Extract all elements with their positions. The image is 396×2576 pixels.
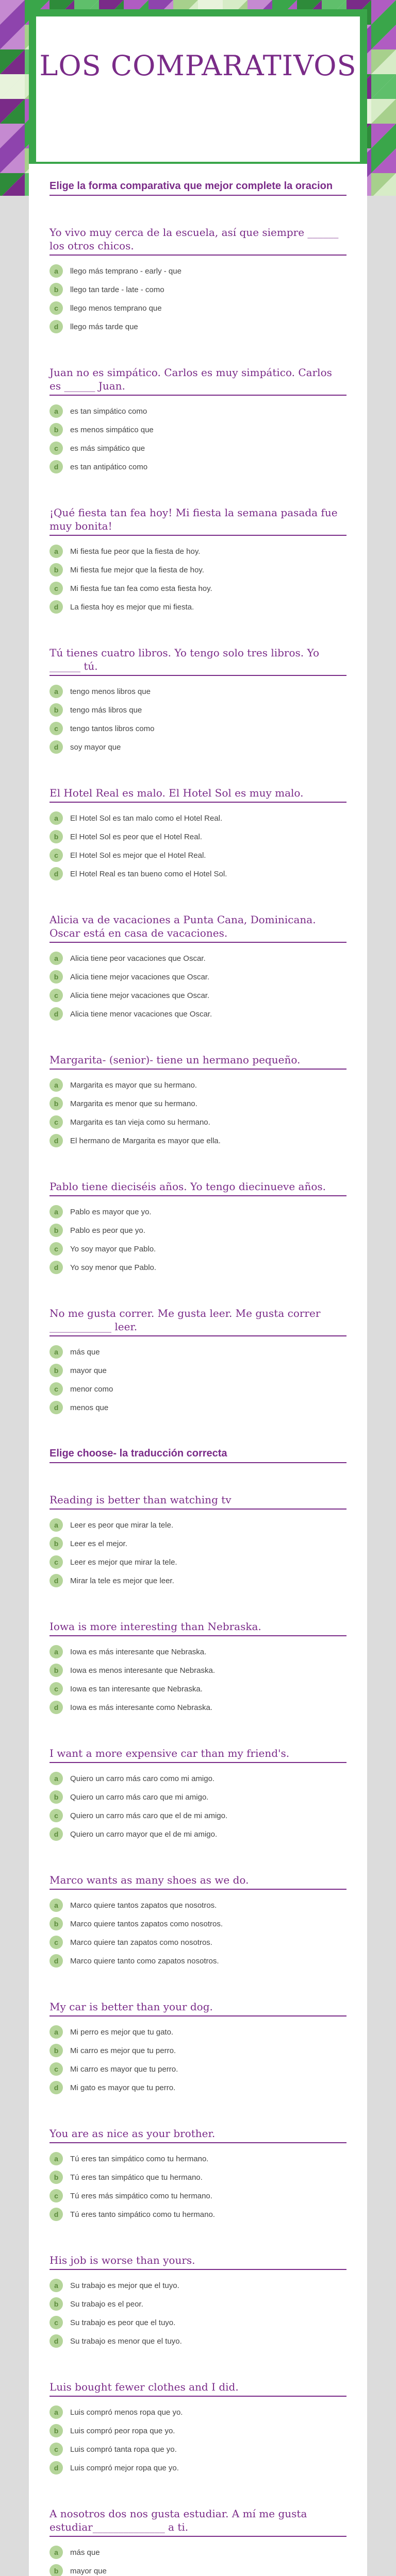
option-letter-badge: a — [50, 2279, 63, 2292]
option-letter-badge: c — [50, 2062, 63, 2076]
option-letter-badge: b — [50, 2297, 63, 2311]
option-letter-badge: b — [50, 1097, 63, 1110]
answer-option-c[interactable] — [50, 719, 346, 738]
answer-option-a[interactable] — [50, 809, 346, 827]
answer-option-a[interactable] — [50, 1076, 346, 1094]
question-block — [50, 1493, 346, 1590]
option-letter-badge: c — [50, 1809, 63, 1822]
option-label: Mi carro es mejor que tu perro. — [70, 2046, 176, 2055]
option-letter-badge: a — [50, 1518, 63, 1532]
option-label: Quiero un carro más caro que mi amigo. — [70, 1792, 209, 1802]
option-label: Pablo es peor que yo. — [70, 1226, 145, 1235]
answer-option-a[interactable] — [50, 1343, 346, 1361]
question-text: Tú tienes cuatro libros. Yo tengo solo tres libros. Yo ______ tú. — [50, 646, 346, 676]
answer-option-b[interactable] — [50, 1534, 346, 1553]
options-list — [50, 1896, 346, 1970]
option-label: llego tan tarde - late - como — [70, 285, 164, 294]
option-label: Su trabajo es el peor. — [70, 2299, 143, 2309]
answer-option-b[interactable] — [50, 420, 346, 439]
option-label: es menos simpático que — [70, 425, 154, 434]
options-list — [50, 682, 346, 756]
option-letter-badge: d — [50, 600, 63, 614]
answer-option-c[interactable] — [50, 1933, 346, 1952]
question-text: My car is better than your dog. — [50, 2000, 346, 2016]
answer-option-d[interactable] — [50, 598, 346, 616]
option-label: Quiero un carro más caro como mi amigo. — [70, 1774, 215, 1783]
option-letter-badge: a — [50, 545, 63, 558]
option-label: Margarita es mayor que su hermano. — [70, 1080, 197, 1090]
options-list — [50, 1516, 346, 1590]
option-letter-badge: b — [50, 1224, 63, 1237]
option-letter-badge: b — [50, 2564, 63, 2576]
answer-option-c[interactable] — [50, 439, 346, 457]
question-text: Reading is better than watching tv — [50, 1493, 346, 1510]
answer-option-d[interactable] — [50, 1005, 346, 1023]
option-label: Mi fiesta fue mejor que la fiesta de hoy. — [70, 565, 204, 574]
option-letter-badge: d — [50, 1401, 63, 1414]
options-list — [50, 542, 346, 616]
options-list — [50, 1769, 346, 1843]
option-label: Leer es peor que mirar la tele. — [70, 1520, 174, 1530]
option-letter-badge: d — [50, 2461, 63, 2475]
answer-option-d[interactable] — [50, 1825, 346, 1843]
option-label: Mi fiesta fue peor que la fiesta de hoy. — [70, 547, 201, 556]
answer-option-a[interactable] — [50, 402, 346, 420]
question-block — [50, 913, 346, 1023]
option-letter-badge: b — [50, 1664, 63, 1677]
option-label: Marco quiere tan zapatos como nosotros. — [70, 1938, 212, 1947]
question-text: Juan no es simpático. Carlos es muy simpático. Carlos es ______ Juan. — [50, 366, 346, 396]
answer-option-a[interactable] — [50, 682, 346, 701]
question-block — [50, 506, 346, 616]
answer-option-c[interactable] — [50, 2060, 346, 2078]
option-label: tengo tantos libros como — [70, 724, 155, 733]
option-label: Iowa es más interesante como Nebraska. — [70, 1703, 212, 1712]
options-list — [50, 949, 346, 1023]
option-letter-badge: a — [50, 1899, 63, 1912]
option-letter-badge: a — [50, 1205, 63, 1218]
option-letter-badge: a — [50, 811, 63, 825]
option-label: Luis compró tanta ropa que yo. — [70, 2445, 177, 2454]
question-text: Yo vivo muy cerca de la escuela, así que siempre ______ los otros chicos. — [50, 226, 346, 256]
option-label: más que — [70, 2548, 100, 2557]
answer-option-b[interactable] — [50, 2168, 346, 2187]
option-letter-badge: c — [50, 2316, 63, 2329]
option-letter-badge: c — [50, 722, 63, 735]
option-letter-badge: b — [50, 703, 63, 717]
answer-option-a[interactable] — [50, 2276, 346, 2295]
option-label: soy mayor que — [70, 742, 121, 752]
question-block — [50, 2127, 346, 2224]
answer-option-d[interactable] — [50, 2205, 346, 2224]
section-heading-text: Elige la forma comparativa que mejor complete la oracion — [50, 179, 346, 196]
option-label: Alicia tiene mejor vacaciones que Oscar. — [70, 991, 210, 1000]
option-letter-badge: c — [50, 1682, 63, 1696]
question-text: I want a more expensive car than my friend's. — [50, 1747, 346, 1763]
option-letter-badge: b — [50, 2171, 63, 2184]
option-label: tengo más libros que — [70, 705, 142, 715]
option-label: Iowa es tan interesante que Nebraska. — [70, 1684, 203, 1693]
answer-option-c[interactable] — [50, 2187, 346, 2205]
option-letter-badge: d — [50, 1827, 63, 1841]
question-text: Margarita- (senior)- tiene un hermano pequeño. — [50, 1053, 346, 1070]
option-letter-badge: b — [50, 283, 63, 296]
option-letter-badge: c — [50, 1555, 63, 1569]
answer-option-c[interactable] — [50, 1113, 346, 1131]
answer-option-b[interactable] — [50, 2421, 346, 2440]
option-letter-badge: b — [50, 970, 63, 984]
answer-option-a[interactable] — [50, 2149, 346, 2168]
option-label: La fiesta hoy es mejor que mi fiesta. — [70, 602, 194, 612]
option-letter-badge: c — [50, 2443, 63, 2456]
answer-option-b[interactable] — [50, 1221, 346, 1240]
answer-option-a[interactable] — [50, 949, 346, 968]
answer-option-a[interactable] — [50, 2543, 346, 2562]
answer-option-a[interactable] — [50, 2023, 346, 2041]
option-letter-badge: d — [50, 1134, 63, 1147]
option-label: mayor que — [70, 2566, 107, 2575]
options-list — [50, 2276, 346, 2350]
option-label: Mi carro es mayor que tu perro. — [70, 2064, 178, 2074]
question-text: El Hotel Real es malo. El Hotel Sol es muy malo. — [50, 786, 346, 803]
option-letter-badge: d — [50, 2334, 63, 2348]
question-block — [50, 2000, 346, 2097]
option-label: El Hotel Sol es tan malo como el Hotel Real. — [70, 814, 223, 823]
option-letter-badge: b — [50, 1364, 63, 1377]
options-list — [50, 2403, 346, 2477]
option-label: Yo soy menor que Pablo. — [70, 1263, 157, 1272]
question-block — [50, 1873, 346, 1970]
option-label: Luis compró peor ropa que yo. — [70, 2426, 175, 2435]
question-block — [50, 2253, 346, 2350]
option-label: Su trabajo es menor que el tuyo. — [70, 2336, 182, 2346]
options-list — [50, 2149, 346, 2224]
question-text: Luis bought fewer clothes and I did. — [50, 2380, 346, 2397]
question-block — [50, 2380, 346, 2477]
answer-option-b[interactable] — [50, 1788, 346, 1806]
option-letter-badge: d — [50, 1007, 63, 1021]
option-label: El hermano de Margarita es mayor que ella. — [70, 1136, 221, 1145]
option-letter-badge: c — [50, 1115, 63, 1129]
answer-option-a[interactable] — [50, 1769, 346, 1788]
option-label: es tan simpático como — [70, 406, 147, 416]
answer-option-d[interactable] — [50, 1571, 346, 1590]
option-letter-badge: b — [50, 830, 63, 843]
answer-option-d[interactable] — [50, 2459, 346, 2477]
option-letter-badge: a — [50, 1345, 63, 1359]
option-label: menos que — [70, 1403, 109, 1412]
answer-option-a[interactable] — [50, 1642, 346, 1661]
option-letter-badge: c — [50, 442, 63, 455]
answer-option-a[interactable] — [50, 262, 346, 280]
option-letter-badge: c — [50, 1936, 63, 1949]
option-letter-badge: c — [50, 582, 63, 595]
option-letter-badge: d — [50, 1574, 63, 1587]
option-label: Marco quiere tanto como zapatos nosotros. — [70, 1956, 219, 1965]
answer-option-d[interactable] — [50, 738, 346, 756]
option-letter-badge: d — [50, 867, 63, 880]
answer-option-c[interactable] — [50, 1680, 346, 1698]
question-block — [50, 366, 346, 476]
option-letter-badge: d — [50, 1261, 63, 1274]
question-block — [50, 646, 346, 756]
question-block — [50, 1307, 346, 1417]
answer-option-b[interactable] — [50, 280, 346, 299]
answer-option-d[interactable] — [50, 2332, 346, 2350]
answer-option-b[interactable] — [50, 1661, 346, 1680]
option-label: Tú eres tanto simpático como tu hermano. — [70, 2210, 215, 2219]
option-label: Alicia tiene menor vacaciones que Oscar. — [70, 1009, 212, 1019]
answer-option-c[interactable] — [50, 1806, 346, 1825]
option-label: Quiero un carro más caro que el de mi amigo. — [70, 1811, 228, 1820]
option-label: Quiero un carro mayor que el de mi amigo. — [70, 1829, 218, 1839]
option-label: tengo menos libros que — [70, 687, 151, 696]
section-heading — [50, 1447, 346, 1463]
answer-option-b[interactable] — [50, 968, 346, 986]
option-label: Marco quiere tantos zapatos que nosotros. — [70, 1901, 217, 1910]
option-letter-badge: a — [50, 1645, 63, 1658]
answer-option-a[interactable] — [50, 1516, 346, 1534]
option-label: Margarita es tan vieja como su hermano. — [70, 1117, 210, 1127]
option-label: Marco quiere tantos zapatos como nosotros. — [70, 1919, 223, 1928]
quiz-content — [29, 164, 367, 2576]
answer-option-a[interactable] — [50, 1896, 346, 1914]
option-letter-badge: a — [50, 1078, 63, 1092]
option-letter-badge: d — [50, 1701, 63, 1714]
option-label: El Hotel Sol es peor que el Hotel Real. — [70, 832, 202, 841]
option-label: Leer es el mejor. — [70, 1539, 127, 1548]
option-letter-badge: d — [50, 460, 63, 473]
option-label: Iowa es más interesante que Nebraska. — [70, 1647, 207, 1656]
option-label: Luis compró menos ropa que yo. — [70, 2408, 183, 2417]
answer-option-b[interactable] — [50, 2562, 346, 2576]
answer-option-d[interactable] — [50, 457, 346, 476]
answer-option-a[interactable] — [50, 1202, 346, 1221]
answer-option-c[interactable] — [50, 2313, 346, 2332]
answer-option-b[interactable] — [50, 701, 346, 719]
option-letter-badge: c — [50, 1382, 63, 1396]
answer-option-d[interactable] — [50, 865, 346, 883]
option-letter-badge: c — [50, 2189, 63, 2202]
option-label: mayor que — [70, 1366, 107, 1375]
options-list — [50, 1076, 346, 1150]
option-letter-badge: a — [50, 2405, 63, 2419]
answer-option-d[interactable] — [50, 2078, 346, 2097]
option-letter-badge: b — [50, 1790, 63, 1804]
options-list — [50, 1202, 346, 1277]
answer-option-b[interactable] — [50, 1914, 346, 1933]
option-letter-badge: a — [50, 264, 63, 278]
answer-option-d[interactable] — [50, 1398, 346, 1417]
answer-option-d[interactable] — [50, 317, 346, 336]
answer-option-b[interactable] — [50, 2041, 346, 2060]
question-block — [50, 226, 346, 336]
option-letter-badge: a — [50, 952, 63, 965]
question-text: Alicia va de vacaciones a Punta Cana, Dominicana. Oscar está en casa de vacaciones. — [50, 913, 346, 943]
option-label: Mi gato es mayor que tu perro. — [70, 2083, 176, 2092]
question-text: You are as nice as your brother. — [50, 2127, 346, 2143]
answer-option-d[interactable] — [50, 1131, 346, 1150]
answer-option-d[interactable] — [50, 1258, 346, 1277]
option-label: Pablo es mayor que yo. — [70, 1207, 152, 1216]
option-label: El Hotel Real es tan bueno como el Hotel Sol. — [70, 869, 227, 878]
section-heading-text: Elige choose- la traducción correcta — [50, 1447, 346, 1463]
options-list — [50, 2543, 346, 2576]
answer-option-b[interactable] — [50, 2295, 346, 2313]
question-text: His job is worse than yours. — [50, 2253, 346, 2270]
option-label: menor como — [70, 1384, 113, 1394]
section-heading — [50, 179, 346, 196]
answer-option-a[interactable] — [50, 542, 346, 561]
option-label: Yo soy mayor que Pablo. — [70, 1244, 156, 1253]
option-label: es tan antipático como — [70, 462, 148, 471]
option-label: Alicia tiene mejor vacaciones que Oscar. — [70, 972, 210, 981]
question-text: Pablo tiene dieciséis años. Yo tengo diecinueve años. — [50, 1180, 346, 1196]
answer-option-b[interactable] — [50, 1094, 346, 1113]
option-letter-badge: a — [50, 2546, 63, 2559]
option-label: es más simpático que — [70, 444, 145, 453]
question-text: Marco wants as many shoes as we do. — [50, 1873, 346, 1890]
question-block — [50, 1180, 346, 1277]
option-letter-badge: b — [50, 563, 63, 577]
option-letter-badge: c — [50, 989, 63, 1002]
option-letter-badge: c — [50, 1242, 63, 1256]
option-letter-badge: d — [50, 2208, 63, 2221]
question-text: A nosotros dos nos gusta estudiar. A mí me gusta estudiar______________ a ti. — [50, 2507, 346, 2537]
option-label: Leer es mejor que mirar la tele. — [70, 1557, 177, 1567]
question-block — [50, 786, 346, 883]
option-label: El Hotel Sol es mejor que el Hotel Real. — [70, 851, 206, 860]
option-letter-badge: a — [50, 2152, 63, 2165]
question-block — [50, 1747, 346, 1843]
option-letter-badge: d — [50, 2081, 63, 2094]
option-letter-badge: b — [50, 1537, 63, 1550]
option-label: Tú eres tan simpático como tu hermano. — [70, 2154, 209, 2163]
option-letter-badge: a — [50, 1772, 63, 1785]
answer-option-d[interactable] — [50, 1698, 346, 1717]
option-label: llego más temprano - early - que — [70, 266, 182, 276]
options-list — [50, 809, 346, 883]
option-label: Luis compró mejor ropa que yo. — [70, 2463, 179, 2472]
answer-option-c[interactable] — [50, 1240, 346, 1258]
answer-option-b[interactable] — [50, 827, 346, 846]
answer-option-c[interactable] — [50, 1380, 346, 1398]
answer-option-c[interactable] — [50, 299, 346, 317]
option-label: Iowa es menos interesante que Nebraska. — [70, 1666, 215, 1675]
answer-option-c[interactable] — [50, 2440, 346, 2459]
options-list — [50, 402, 346, 476]
options-list — [50, 1343, 346, 1417]
header-card — [29, 9, 367, 169]
option-letter-badge: d — [50, 320, 63, 333]
question-text: Iowa is more interesting than Nebraska. — [50, 1620, 346, 1636]
option-letter-badge: d — [50, 740, 63, 754]
page-title: LOS COMPARATIVOS — [39, 49, 357, 82]
option-letter-badge: c — [50, 301, 63, 315]
answer-option-c[interactable] — [50, 579, 346, 598]
option-label: Tú eres tan simpático que tu hermano. — [70, 2173, 203, 2182]
option-letter-badge: b — [50, 2044, 63, 2057]
option-label: más que — [70, 1347, 100, 1357]
options-list — [50, 2023, 346, 2097]
option-label: llego menos temprano que — [70, 303, 162, 313]
question-block — [50, 2507, 346, 2576]
option-label: llego más tarde que — [70, 322, 138, 331]
answer-option-b[interactable] — [50, 1361, 346, 1380]
question-text: No me gusta correr. Me gusta leer. Me gusta correr ____________ leer. — [50, 1307, 346, 1336]
option-letter-badge: a — [50, 2025, 63, 2039]
option-letter-badge: d — [50, 1954, 63, 1968]
answer-option-c[interactable] — [50, 1553, 346, 1571]
option-letter-badge: b — [50, 423, 63, 436]
option-label: Margarita es menor que su hermano. — [70, 1099, 197, 1108]
option-letter-badge: b — [50, 1917, 63, 1930]
option-letter-badge: a — [50, 685, 63, 698]
option-label: Su trabajo es mejor que el tuyo. — [70, 2281, 179, 2290]
answer-option-b[interactable] — [50, 561, 346, 579]
question-block — [50, 1053, 346, 1150]
options-list — [50, 1642, 346, 1717]
answer-option-c[interactable] — [50, 846, 346, 865]
option-label: Mirar la tele es mejor que leer. — [70, 1576, 174, 1585]
answer-option-c[interactable] — [50, 986, 346, 1005]
option-label: Su trabajo es peor que el tuyo. — [70, 2318, 176, 2327]
option-letter-badge: b — [50, 2424, 63, 2437]
option-label: Mi perro es mejor que tu gato. — [70, 2027, 174, 2037]
option-label: Tú eres más simpático como tu hermano. — [70, 2191, 212, 2200]
question-text: ¡Qué fiesta tan fea hoy! Mi fiesta la semana pasada fue muy bonita! — [50, 506, 346, 536]
answer-option-a[interactable] — [50, 2403, 346, 2421]
answer-option-d[interactable] — [50, 1952, 346, 1970]
option-letter-badge: a — [50, 404, 63, 418]
question-block — [50, 1620, 346, 1717]
options-list — [50, 262, 346, 336]
option-label: Mi fiesta fue tan fea como esta fiesta hoy. — [70, 584, 212, 593]
option-label: Alicia tiene peor vacaciones que Oscar. — [70, 954, 206, 963]
option-letter-badge: c — [50, 849, 63, 862]
